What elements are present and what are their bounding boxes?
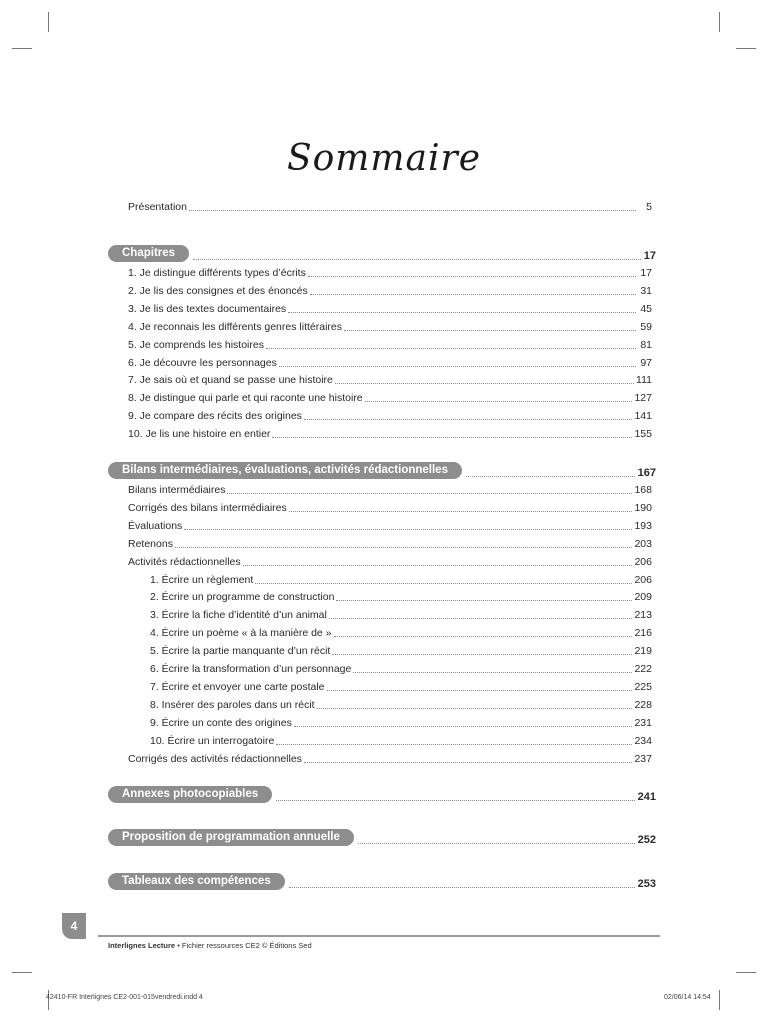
toc-entry-label: Corrigés des bilans intermédiaires [128,502,287,514]
toc-entry[interactable] [128,553,652,569]
toc-entry[interactable] [128,678,652,694]
toc-entry[interactable] [128,336,652,352]
toc-entry[interactable] [128,660,652,676]
crop-mark [719,12,720,32]
toc-entry[interactable] [128,389,652,405]
toc-entry[interactable] [128,354,652,370]
dot-leader [466,475,635,477]
crop-mark [736,48,756,49]
dot-leader [304,418,633,420]
section-page: 253 [637,878,656,890]
toc-entry-page: 59 [640,321,652,333]
toc-entry-label: 5. Écrire la partie manquante d’un récit [150,645,331,657]
dot-leader [266,347,636,349]
page-title: Sommaire [286,138,482,179]
toc-entry-label: 8. Je distingue qui parle et qui raconte une histoire [128,392,363,404]
crop-mark [719,990,720,1010]
toc-entry-page: 213 [634,609,652,621]
dot-leader [243,564,633,566]
dot-leader [327,689,633,691]
dot-leader [358,842,635,844]
toc-entry-label: Corrigés des activités rédactionnelles [128,753,302,765]
section-header[interactable] [108,785,656,803]
section-header[interactable] [108,828,656,846]
toc-entry-page: 228 [634,699,652,711]
crop-mark [12,972,32,973]
toc-entry-page: 225 [634,681,652,693]
toc-entry-label: 9. Écrire un conte des origines [150,717,292,729]
toc-entry-label: 2. Je lis des consignes et des énoncés [128,285,308,297]
toc-entry-page: 234 [634,735,652,747]
toc-entry-page: 209 [634,591,652,603]
toc-entry-presentation[interactable] [128,198,652,214]
toc-entry-page: 81 [640,339,652,351]
section-header[interactable] [108,461,656,479]
toc-entry-label: Bilans intermédiaires [128,484,226,496]
dot-leader [288,311,636,313]
dot-leader [336,599,632,601]
toc-entry-label: 10. Je lis une histoire en entier [128,428,271,440]
toc-entry-label: 9. Je compare des récits des origines [128,410,302,422]
toc-entry[interactable] [128,481,652,497]
slug-date: 02/06/14 14:54 [664,994,711,1001]
section-heading: Tableaux des compétences [108,873,285,890]
toc-entry[interactable] [128,499,652,515]
section-heading: Proposition de programmation annuelle [108,829,354,846]
toc-entry-label: 6. Je découvre les personnages [128,357,277,369]
page-number-tab: 4 [62,913,86,939]
dot-leader [294,725,633,727]
dot-leader [289,510,633,512]
dot-leader [189,209,636,211]
section-page: 241 [637,791,656,803]
toc-entry-label: 5. Je comprends les histoires [128,339,264,351]
crop-mark [12,48,32,49]
section-heading: Annexes photocopiables [108,786,272,803]
toc-entry[interactable] [128,571,652,587]
toc-entry-page: 111 [636,374,652,386]
toc-entry[interactable] [128,606,652,622]
dot-leader [308,275,636,277]
toc-entry-label: Activités rédactionnelles [128,556,241,568]
toc-entry-page: 141 [634,410,652,422]
toc-entry-page: 206 [634,574,652,586]
dot-leader [279,365,636,367]
toc-entry[interactable] [128,642,652,658]
dot-leader [272,436,632,438]
toc-entry[interactable] [128,714,652,730]
toc-entry[interactable] [128,750,652,766]
toc-entry-label: Évaluations [128,520,183,532]
dot-leader [332,653,632,655]
toc-entry-page: 31 [640,285,652,297]
section-page: 252 [637,834,656,846]
toc-entry-label: 4. Écrire un poème « à la manière de » [150,627,332,639]
toc-entry-label: 3. Écrire la fiche d’identité d’un animal [150,609,327,621]
toc-entry-page: 222 [634,663,652,675]
toc-entry[interactable] [128,696,652,712]
toc-entry-page: 190 [634,502,652,514]
slug-file: 42410-FR Interlignes CE2-001-015vendredi.indd 4 [46,994,203,1001]
dot-leader [276,743,632,745]
dot-leader [365,400,633,402]
dot-leader [227,492,632,494]
dot-leader [317,707,633,709]
toc-entry-page: 206 [634,556,652,568]
section-page: 17 [643,250,656,262]
footer-rule [98,935,660,937]
toc-entry[interactable] [128,282,652,298]
dot-leader [353,671,632,673]
dot-leader [184,528,632,530]
toc-entry[interactable] [128,318,652,334]
dot-leader [175,546,633,548]
toc-entry-page: 216 [634,627,652,639]
toc-entry[interactable] [128,371,652,387]
dot-leader [193,258,641,260]
dot-leader [344,329,636,331]
toc-entry-page: 203 [634,538,652,550]
toc-entry-label: 3. Je lis des textes documentaires [128,303,287,315]
toc-entry[interactable] [128,535,652,551]
dot-leader [255,582,632,584]
toc-entry-page: 155 [634,428,652,440]
dot-leader [276,799,635,801]
footer-rest: • Fichier ressources CE2 © Éditions Sed [175,941,312,950]
toc-entry-page: 45 [640,303,652,315]
toc-entry-label: 8. Insérer des paroles dans un récit [150,699,315,711]
toc-entry[interactable] [128,425,652,441]
toc-entry-page: 219 [634,645,652,657]
footer-brand: Interlignes Lecture [108,941,176,950]
crop-mark [736,972,756,973]
toc-entry[interactable] [128,407,652,423]
section-heading: Chapitres [108,245,189,262]
toc-entry-page: 168 [634,484,652,496]
dot-leader [334,635,633,637]
toc-entry-label: 10. Écrire un interrogatoire [150,735,275,747]
dot-leader [304,761,633,763]
section-header[interactable] [108,244,656,262]
toc-entry-label: 7. Je sais où et quand se passe une histoire [128,374,333,386]
toc-entry[interactable] [128,624,652,640]
toc-entry-page: 193 [634,520,652,532]
toc-entry-label: 2. Écrire un programme de construction [150,591,335,603]
dot-leader [329,617,633,619]
section-header[interactable] [108,872,656,890]
toc-entry[interactable] [128,264,652,280]
toc-entry-label: 7. Écrire et envoyer une carte postale [150,681,325,693]
toc-entry-page: 17 [640,267,652,279]
toc-entry-label: Présentation [128,201,187,213]
toc-entry-page: 231 [634,717,652,729]
toc-entry-page: 237 [634,753,652,765]
dot-leader [310,293,636,295]
toc-entry-page: 127 [634,392,652,404]
toc-entry-page: 97 [640,357,652,369]
crop-mark [48,12,49,32]
dot-leader [289,886,635,888]
toc-entry-label: 1. Écrire un règlement [150,574,254,586]
toc-entry-page: 5 [646,201,652,213]
section-heading: Bilans intermédiaires, évaluations, activités rédactionnelles [108,462,462,479]
toc-entry-label: Retenons [128,538,173,550]
toc-entry[interactable] [128,732,652,748]
section-page: 167 [637,467,656,479]
toc-entry[interactable] [128,300,652,316]
toc-entry-label: 4. Je reconnais les différents genres littéraires [128,321,342,333]
footer-credits [108,941,312,950]
toc-entry-label: 6. Écrire la transformation d’un personnage [150,663,352,675]
dot-leader [335,382,634,384]
toc-entry-label: 1. Je distingue différents types d’écrits [128,267,306,279]
toc-entry[interactable] [128,517,652,533]
toc-entry[interactable] [128,588,652,604]
